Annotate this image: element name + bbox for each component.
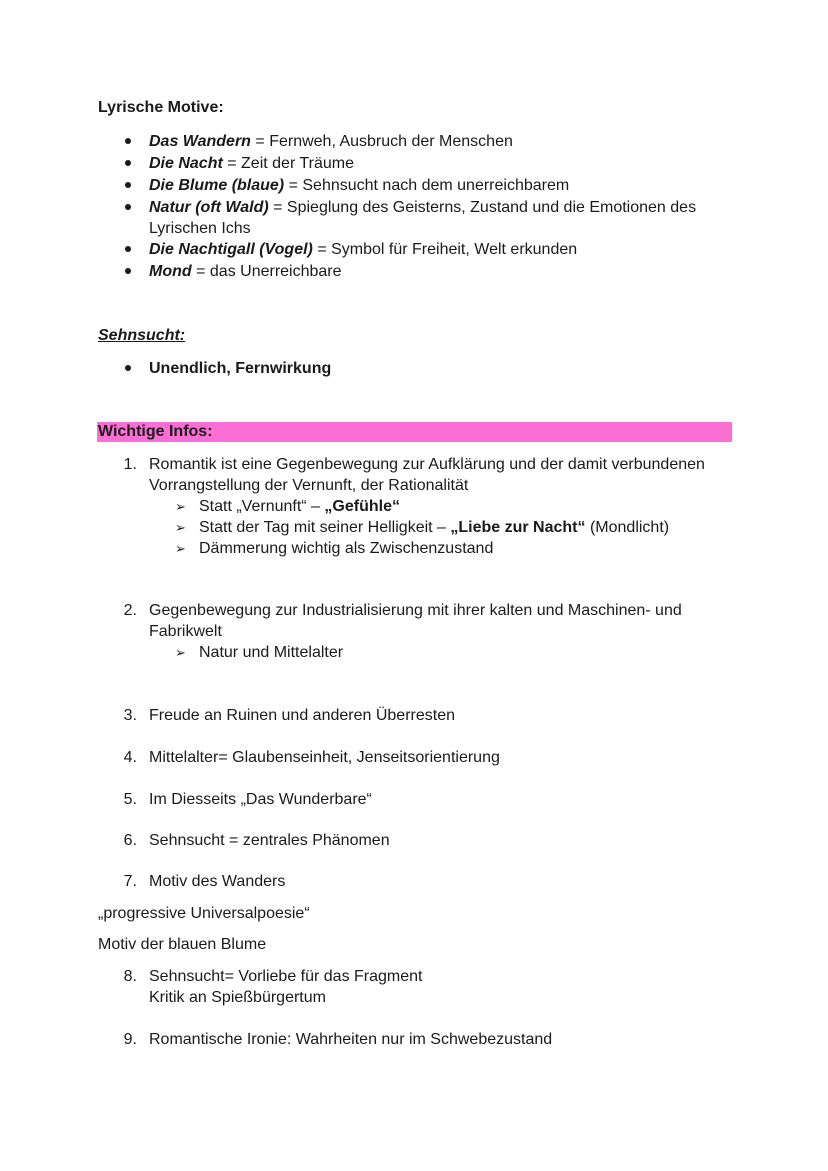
list-number: 5. [123,791,137,808]
arrow-bullet-icon: ➢ [175,645,186,660]
list-item: Das Wandern = Fernweh, Ausbruch der Menschen [149,133,513,150]
list-item: Freude an Ruinen und anderen Überresten [149,707,455,724]
sub-list-item: Natur und Mittelalter [199,644,344,661]
bullet-icon [125,365,131,371]
bullet-icon [125,246,131,252]
bullet-icon [125,268,131,274]
list-number: 3. [123,707,137,724]
list-item: Die Blume (blaue) = Sehnsucht nach dem unerreichbarem [149,177,570,194]
bullet-icon [125,182,131,188]
list-item: Motiv des Wanders [149,873,286,890]
heading-sehnsucht: Sehnsucht: [98,327,186,344]
list-item: Im Diesseits „Das Wunderbare“ [149,791,372,808]
bullet-icon [125,138,131,144]
sub-list-item: Dämmerung wichtig als Zwischenzustand [199,540,494,557]
list-item: Die Nachtigall (Vogel) = Symbol für Freiheit, Welt erkunden [149,241,578,258]
list-number: 2. [123,602,137,619]
list-item: Natur (oft Wald) = Spieglung des Geisterns, Zustand und die Emotionen des [149,199,697,216]
list-item: Sehnsucht= Vorliebe für das Fragment [149,968,423,985]
list-item: Die Nacht = Zeit der Träume [149,155,354,172]
list-item: Romantische Ironie: Wahrheiten nur im Schwebezustand [149,1031,553,1048]
arrow-bullet-icon: ➢ [175,499,186,514]
list-number: 6. [123,832,137,849]
list-number: 7. [123,873,137,890]
list-item-continuation: Fabrikwelt [149,623,222,640]
list-number: 1. [123,456,137,473]
list-number: 4. [123,749,137,766]
sub-list-item: Statt „Vernunft“ – „Gefühle“ [199,498,400,515]
list-item: Mittelalter= Glaubenseinheit, Jenseitsorientierung [149,749,500,766]
list-item: Romantik ist eine Gegenbewegung zur Aufklärung und der damit verbundenen [149,456,705,473]
bullet-icon [125,160,131,166]
bullet-icon [125,204,131,210]
list-item: Gegenbewegung zur Industrialisierung mit ihrer kalten und Maschinen- und [149,602,682,619]
arrow-bullet-icon: ➢ [175,520,186,535]
paragraph: „progressive Universalpoesie“ [98,905,310,922]
list-item: Mond = das Unerreichbare [149,263,342,280]
paragraph: Motiv der blauen Blume [98,936,267,953]
list-item-continuation: Vorrangstellung der Vernunft, der Rationalität [149,477,469,494]
sub-list-item: Statt der Tag mit seiner Helligkeit – „Liebe zur Nacht“ (Mondlicht) [199,519,670,536]
heading-wichtige-infos: Wichtige Infos: [98,423,213,440]
list-item: Sehnsucht = zentrales Phänomen [149,832,390,849]
list-number: 8. [123,968,137,985]
heading-lyrische-motive: Lyrische Motive: [98,99,224,116]
list-number: 9. [123,1031,137,1048]
arrow-bullet-icon: ➢ [175,541,186,556]
list-item-continuation: Kritik an Spießbürgertum [149,989,326,1006]
list-item: Unendlich, Fernwirkung [149,360,332,377]
list-item-continuation: Lyrischen Ichs [149,220,251,237]
